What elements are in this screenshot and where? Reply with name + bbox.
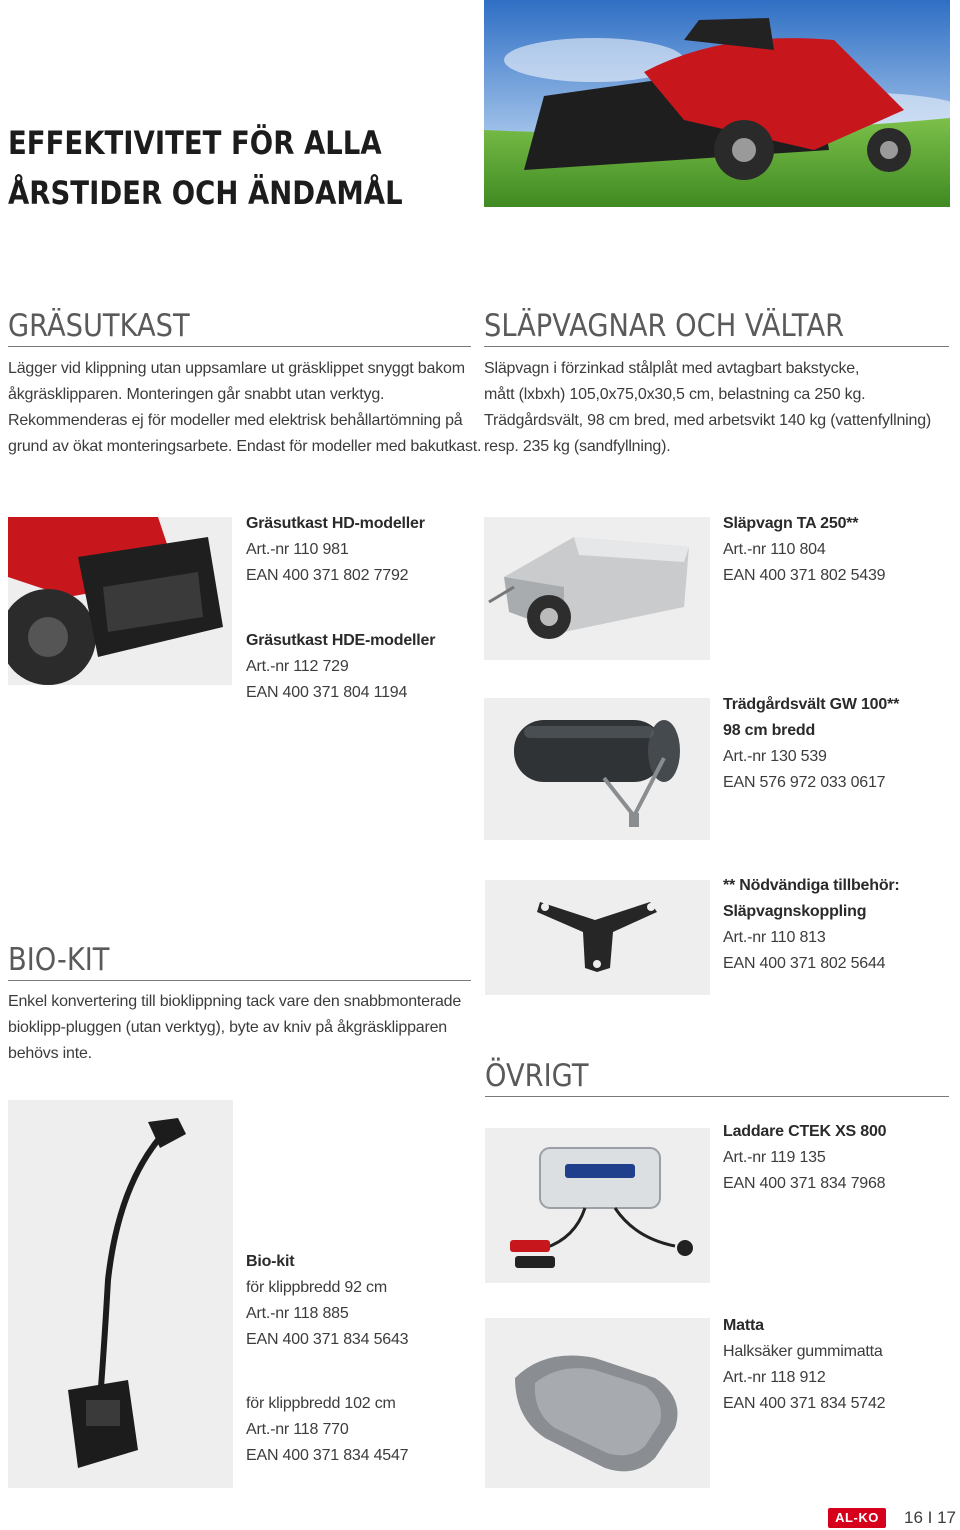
product-ean: EAN 400 371 804 1194 <box>246 684 408 701</box>
product-ean: EAN 400 371 802 5439 <box>723 567 886 584</box>
ride-on-mower-photo <box>484 0 950 207</box>
section-rule <box>8 980 471 981</box>
alko-logo: AL-KO <box>828 1508 886 1528</box>
product-ean: EAN 400 371 802 5644 <box>723 955 886 972</box>
biokit-description: Enkel konvertering till bioklippning tack vare den snabbmonterade bioklipp-pluggen (utan verktyg), byte av kniv på åkgräsklipparen behövs inte. <box>8 993 462 1062</box>
product-ean: EAN 400 371 834 5742 <box>723 1395 886 1412</box>
garden-roller-photo <box>484 698 710 840</box>
product-ean: EAN 576 972 033 0617 <box>723 774 886 791</box>
page-title: EFFEKTIVITET FÖR ALLA ÅRSTIDER OCH ÄNDAMÅL <box>8 124 403 212</box>
grasutkast-description: Lägger vid klippning utan uppsamlare ut gräsklippet snyggt bakom åkgräsklipparen. Monteringen går snabbt utan verktyg. Rekommenderas ej för modeller med elektrisk behållartömning på grund av ökat monteringsarbete. Endast för modeller med bakutkast. <box>8 360 482 455</box>
product-biokit <box>246 1249 408 1469</box>
section-rule <box>484 346 949 347</box>
product-art-nr: Art.-nr 118 885 <box>246 1305 349 1322</box>
product-name: Släpvagnskoppling <box>723 903 867 920</box>
product-slapvagnskoppling <box>723 873 900 977</box>
product-art-nr: Art.-nr 119 135 <box>723 1149 826 1166</box>
trailer-hitch-photo <box>485 880 710 995</box>
product-name: Gräsutkast HDE-modeller <box>246 632 436 649</box>
product-name-sub: 98 cm bredd <box>723 722 816 739</box>
product-matta <box>723 1313 885 1417</box>
bio-kit-plug-photo <box>8 1100 233 1488</box>
product-ean: EAN 400 371 834 4547 <box>246 1447 409 1464</box>
section-title-slapvagnar: SLÄPVAGNAR OCH VÄLTAR <box>484 308 845 344</box>
product-art-nr: Art.-nr 110 981 <box>246 541 349 558</box>
section-title-grasutkast: GRÄSUTKAST <box>8 308 190 344</box>
grass-chute-photo <box>8 517 232 685</box>
product-description: Halksäker gummimatta <box>723 1343 883 1360</box>
product-grasutkast-hd <box>246 511 425 589</box>
product-grasutkast-hde <box>246 628 435 706</box>
product-name: Matta <box>723 1317 764 1334</box>
product-name: Trädgårdsvält GW 100** <box>723 696 900 713</box>
product-name: Släpvagn TA 250** <box>723 515 859 532</box>
product-ctek-xs800 <box>723 1119 886 1197</box>
page-numbers: 16 I 17 <box>904 1508 956 1527</box>
rubber-mat-photo <box>485 1318 710 1488</box>
product-art-nr: Art.-nr 130 539 <box>723 748 827 765</box>
product-note: ** Nödvändiga tillbehör: <box>723 877 900 894</box>
product-name: Laddare CTEK XS 800 <box>723 1123 887 1140</box>
product-name: Bio-kit <box>246 1253 295 1270</box>
section-rule <box>485 1096 949 1097</box>
spacer <box>246 1353 408 1391</box>
product-art-nr: Art.-nr 118 912 <box>723 1369 826 1386</box>
product-slapvagn-ta250 <box>723 511 885 589</box>
product-ean: EAN 400 371 834 5643 <box>246 1331 409 1348</box>
product-art-nr: Art.-nr 112 729 <box>246 658 349 675</box>
product-art-nr: Art.-nr 110 813 <box>723 929 826 946</box>
slapvagnar-description: Släpvagn i förzinkad stålplåt med avtagbart bakstycke, mått (lxbxh) 105,0x75,0x30,5 cm, belastning ca 250 kg. Trädgårdsvält, 98 cm bred, med arbetsvikt 140 kg (vattenfyllning) resp. 235 kg (sandfyllning). <box>484 360 932 455</box>
product-tradgardsvalt-gw100 <box>723 692 899 796</box>
section-rule <box>8 346 471 347</box>
product-variant-width: för klippbredd 92 cm <box>246 1279 387 1296</box>
section-title-biokit: BIO-KIT <box>8 942 110 978</box>
trailer-photo <box>484 517 710 660</box>
product-art-nr: Art.-nr 110 804 <box>723 541 826 558</box>
product-variant-width: för klippbredd 102 cm <box>246 1395 396 1412</box>
section-title-ovrigt: ÖVRIGT <box>485 1058 589 1094</box>
product-ean: EAN 400 371 834 7968 <box>723 1175 886 1192</box>
product-ean: EAN 400 371 802 7792 <box>246 567 409 584</box>
product-name: Gräsutkast HD-modeller <box>246 515 425 532</box>
battery-charger-photo <box>485 1128 710 1283</box>
product-art-nr: Art.-nr 118 770 <box>246 1421 349 1438</box>
